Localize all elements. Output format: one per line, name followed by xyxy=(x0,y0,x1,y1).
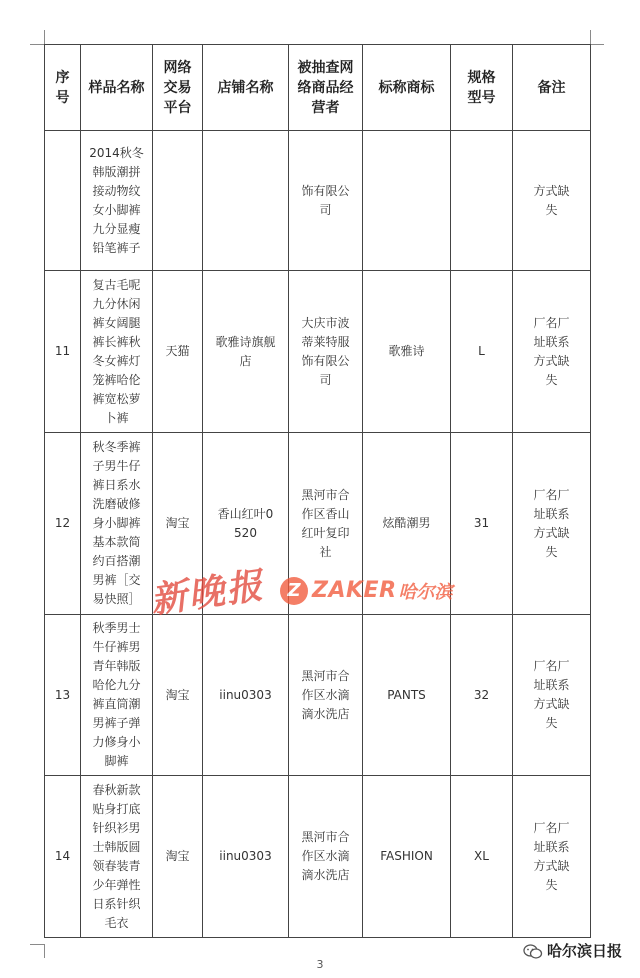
cell-remark: 厂名厂址联系方式缺失 xyxy=(513,776,591,938)
page-number: 3 xyxy=(316,958,324,971)
cell-seller: 黑河市合作区水滴滴水洗店 xyxy=(289,615,363,776)
cell-seller: 饰有限公司 xyxy=(289,131,363,271)
header-brand: 标称商标 xyxy=(363,45,451,131)
watermark-city: 哈尔滨 xyxy=(398,581,453,603)
cell-brand: 歌雅诗 xyxy=(363,271,451,433)
table-row xyxy=(45,776,591,938)
cell-shop-name: 歌雅诗旗舰店 xyxy=(203,271,289,433)
header-shop-name: 店铺名称 xyxy=(203,45,289,131)
watermark-app-name: ZAKER xyxy=(312,578,397,603)
crop-mark-top-right-h xyxy=(590,44,604,45)
cell-shop-name xyxy=(203,131,289,271)
cell-brand: 炫酷潮男 xyxy=(363,433,451,615)
cell-platform: 淘宝 xyxy=(153,615,203,776)
cell-spec: 31 xyxy=(451,433,513,615)
cell-index: 14 xyxy=(45,776,81,938)
cell-spec: L xyxy=(451,271,513,433)
brand-account-name: 哈尔滨日报 xyxy=(546,942,622,960)
cell-index: 11 xyxy=(45,271,81,433)
cell-spec: XL xyxy=(451,776,513,938)
cell-index: 13 xyxy=(45,615,81,776)
header-remark: 备注 xyxy=(513,45,591,131)
cell-seller: 大庆市波蒂莱特服饰有限公司 xyxy=(289,271,363,433)
table-row xyxy=(45,433,591,615)
header-sample-name: 样品名称 xyxy=(81,45,153,131)
cell-brand: FASHION xyxy=(363,776,451,938)
cell-seller: 黑河市合作区香山红叶复印社 xyxy=(289,433,363,615)
table-row xyxy=(45,615,591,776)
crop-mark-top-left-v xyxy=(44,30,45,44)
cell-sample-name: 春秋新款贴身打底针织衫男士韩版圆领春装青少年弹性日系针织毛衣 xyxy=(81,776,153,938)
wechat-icon xyxy=(523,944,541,958)
cell-index: 12 xyxy=(45,433,81,615)
cell-sample-name: 2014秋冬韩版潮拼接动物纹女小脚裤九分显瘦铅笔裤子 xyxy=(81,131,153,271)
crop-mark-top-left-h xyxy=(30,44,44,45)
cell-platform: 淘宝 xyxy=(153,433,203,615)
inspection-table xyxy=(44,44,591,938)
cell-shop-name: 香山红叶0520 xyxy=(203,433,289,615)
cell-platform: 淘宝 xyxy=(153,776,203,938)
table-row xyxy=(45,131,591,271)
cell-index xyxy=(45,131,81,271)
header-spec: 规格型号 xyxy=(451,45,513,131)
cell-shop-name: iinu0303 xyxy=(203,615,289,776)
cell-platform xyxy=(153,131,203,271)
cell-seller: 黑河市合作区水滴滴水洗店 xyxy=(289,776,363,938)
brand-account xyxy=(523,940,622,961)
cell-sample-name: 复古毛呢九分休闲裤女阔腿裤长裤秋冬女裤灯笼裤哈伦裤宽松萝卜裤 xyxy=(81,271,153,433)
cell-sample-name: 秋季男士牛仔裤男青年韩版哈伦九分裤直筒潮男裤子弹力修身小脚裤 xyxy=(81,615,153,776)
cell-sample-name: 秋冬季裤子男牛仔裤日系水洗磨破修身小脚裤基本款简约百搭潮男裤［交易快照］ xyxy=(81,433,153,615)
cell-brand: PANTS xyxy=(363,615,451,776)
header-platform: 网络交易平台 xyxy=(153,45,203,131)
cell-remark: 厂名厂址联系方式缺失 xyxy=(513,433,591,615)
header-index: 序号 xyxy=(45,45,81,131)
watermark-paper-name: 新晚报 xyxy=(147,564,267,622)
cell-remark: 方式缺失 xyxy=(513,131,591,271)
header-row xyxy=(45,45,591,131)
cell-shop-name: iinu0303 xyxy=(203,776,289,938)
crop-mark-top-right-v xyxy=(590,30,591,44)
header-seller: 被抽查网络商品经营者 xyxy=(289,45,363,131)
crop-mark-bottom-left-h xyxy=(30,944,44,945)
zaker-logo-icon: Z xyxy=(280,577,308,605)
cell-spec xyxy=(451,131,513,271)
table-row xyxy=(45,271,591,433)
cell-brand xyxy=(363,131,451,271)
cell-remark: 厂名厂址联系方式缺失 xyxy=(513,615,591,776)
crop-mark-bottom-left-v xyxy=(44,944,45,958)
cell-platform: 天猫 xyxy=(153,271,203,433)
cell-spec: 32 xyxy=(451,615,513,776)
cell-remark: 厂名厂址联系方式缺失 xyxy=(513,271,591,433)
